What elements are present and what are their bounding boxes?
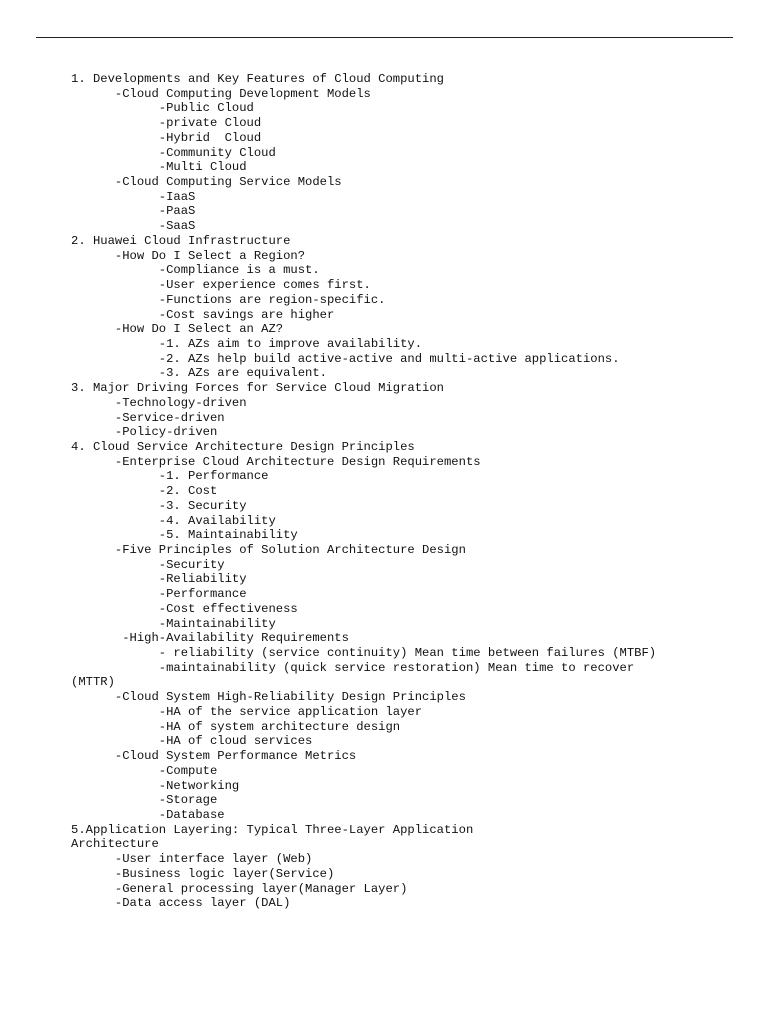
document-line: -HA of the service application layer xyxy=(71,704,423,719)
document-line: 2. Huawei Cloud Infrastructure xyxy=(71,233,291,248)
document-line: -Community Cloud xyxy=(71,145,276,160)
document-line: -Functions are region-specific. xyxy=(71,292,386,307)
document-line: -Business logic layer(Service) xyxy=(71,866,335,881)
document-line: -Networking xyxy=(71,778,240,793)
document-line: -User experience comes first. xyxy=(71,278,371,293)
document-line: -2. AZs help build active-active and multi-active applications. xyxy=(71,351,620,366)
document-line: -2. Cost xyxy=(71,484,218,499)
document-line: -Compliance is a must. xyxy=(71,263,320,278)
document-line: -Cloud System High-Reliability Design Principles xyxy=(71,690,466,705)
document-body xyxy=(71,72,751,911)
document-line: -SaaS xyxy=(71,219,196,234)
document-line: -Technology-driven xyxy=(71,395,247,410)
document-line: -PaaS xyxy=(71,204,196,219)
document-line: - reliability (service continuity) Mean time between failures (MTBF) xyxy=(71,646,657,661)
document-line: -5. Maintainability xyxy=(71,528,298,543)
document-line: -maintainability (quick service restoration) Mean time to recover xyxy=(71,660,635,675)
document-line: -Data access layer (DAL) xyxy=(71,896,291,911)
document-line: -Database xyxy=(71,807,225,822)
document-line: -Cost effectiveness xyxy=(71,601,298,616)
document-line: -Reliability xyxy=(71,572,247,587)
document-line: -Performance xyxy=(71,587,247,602)
document-line: -Cloud Computing Development Models xyxy=(71,86,371,101)
document-line: -Policy-driven xyxy=(71,425,218,440)
document-line: 1. Developments and Key Features of Cloud Computing xyxy=(71,72,444,86)
document-line: -Five Principles of Solution Architecture Design xyxy=(71,543,466,557)
document-line: -private Cloud xyxy=(71,116,262,131)
document-line: -1. Performance xyxy=(71,469,269,484)
document-line: -HA of cloud services xyxy=(71,734,313,749)
document-line: -How Do I Select an AZ? xyxy=(71,322,284,337)
document-line: -Cloud Computing Service Models xyxy=(71,175,342,190)
document-line: -HA of system architecture design xyxy=(71,719,401,734)
document-line: -Service-driven xyxy=(71,410,225,425)
document-line: 5.Application Layering: Typical Three-Layer Application xyxy=(71,822,474,837)
document-line: (MTTR) xyxy=(71,675,115,690)
document-line: -Cost savings are higher xyxy=(71,307,335,322)
document-line: -How Do I Select a Region? xyxy=(71,248,306,263)
document-line: -Hybrid Cloud xyxy=(71,130,262,145)
document-line: -Maintainability xyxy=(71,616,276,631)
document-line: -User interface layer (Web) xyxy=(71,852,313,867)
header-rule xyxy=(36,37,733,38)
document-line: -Multi Cloud xyxy=(71,160,247,175)
document-line: -Storage xyxy=(71,793,218,808)
document-line: -3. Security xyxy=(71,498,247,513)
document-line: -Compute xyxy=(71,763,218,778)
document-line: Architecture xyxy=(71,837,159,852)
document-line: -Cloud System Performance Metrics xyxy=(71,749,357,764)
document-line: -1. AZs aim to improve availability. xyxy=(71,336,423,351)
document-line: -3. AZs are equivalent. xyxy=(71,366,327,381)
document-line: -Enterprise Cloud Architecture Design Requirements xyxy=(71,454,481,469)
document-line: 4. Cloud Service Architecture Design Principles xyxy=(71,439,415,454)
document-line: -Security xyxy=(71,557,225,572)
document-line: -General processing layer(Manager Layer) xyxy=(71,881,408,896)
document-line: -IaaS xyxy=(71,189,196,204)
document-line: -Public Cloud xyxy=(71,101,254,116)
document-line: -High-Availability Requirements xyxy=(71,631,349,646)
document-line: 3. Major Driving Forces for Service Cloud Migration xyxy=(71,381,444,396)
document-line: -4. Availability xyxy=(71,513,276,528)
